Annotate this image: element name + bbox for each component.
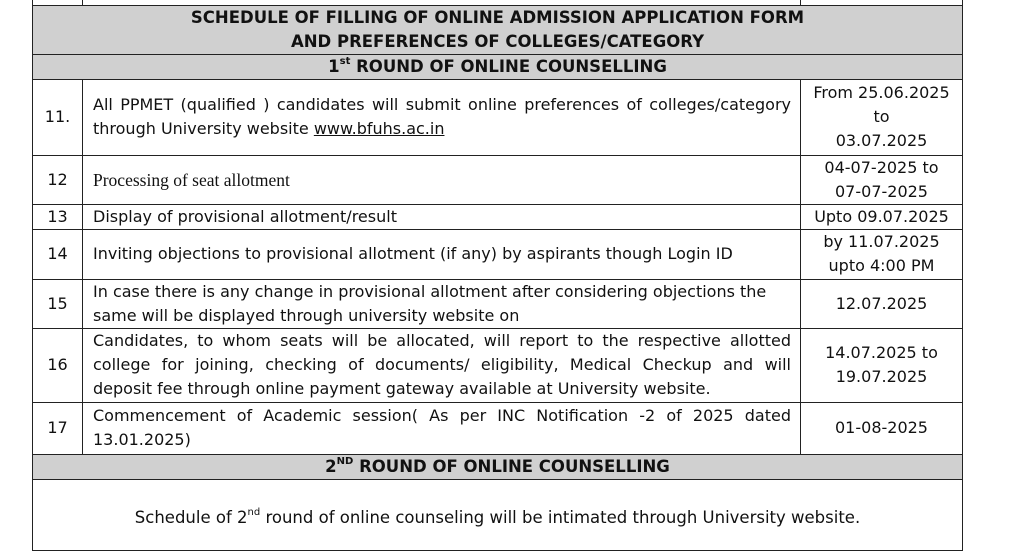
schedule-title — [33, 5, 963, 54]
row-date — [801, 79, 963, 155]
row-date — [801, 402, 963, 454]
round1-number: 1 — [328, 56, 340, 76]
schedule-document — [32, 0, 962, 551]
row-description — [83, 79, 801, 155]
row-number: 13 — [33, 204, 83, 229]
round1-heading — [33, 54, 963, 79]
row-description: Commencement of Academic session( As per INC Notification -2 of 2025 dated 13.01.2025) — [83, 402, 801, 454]
row-date-line2: to — [873, 107, 890, 126]
row-date-line2: 19.07.2025 — [835, 367, 928, 386]
row-number: 12 — [33, 155, 83, 204]
row-description: Display of provisional allotment/result — [83, 204, 801, 229]
round2-heading-row — [33, 454, 963, 479]
row-number: 17 — [33, 402, 83, 454]
round2-note-row — [33, 479, 963, 550]
row-date-line1: 04-07-2025 to — [824, 157, 939, 177]
row-description-text: All PPMET (qualified ) candidates will submit online preferences of colleges/category through University website — [93, 95, 791, 138]
round2-number: 2 — [325, 456, 337, 476]
round2-note — [33, 479, 963, 550]
row-number: 14 — [33, 229, 83, 279]
row-description: Inviting objections to provisional allotment (if any) by aspirants though Login ID — [83, 229, 801, 279]
round2-label: ROUND OF ONLINE COUNSELLING — [353, 456, 670, 476]
table-row — [33, 79, 963, 155]
round1-label: ROUND OF ONLINE COUNSELLING — [350, 56, 667, 76]
row-date-line1: 12.07.2025 — [835, 293, 928, 313]
row-description: In case there is any change in provisional allotment after considering objections the same will be displayed through university website on — [83, 279, 801, 328]
row-number: 15 — [33, 279, 83, 328]
row-number: 16 — [33, 328, 83, 402]
university-website-link[interactable]: www.bfuhs.ac.in — [313, 119, 445, 138]
row-date-line1: 01-08-2025 — [835, 418, 928, 437]
round2-note-text-end: round of online counseling will be intimated through University website. — [260, 507, 861, 527]
row-date-line1: Upto 09.07.2025 — [814, 206, 949, 226]
schedule-title-line2: AND PREFERENCES OF COLLEGES/CATEGORY — [290, 31, 705, 51]
round2-superscript: ND — [336, 455, 354, 467]
table-row — [33, 229, 963, 279]
row-date — [801, 204, 963, 229]
table-row — [33, 328, 963, 402]
table-row — [33, 204, 963, 229]
table-row — [33, 155, 963, 204]
row-date-line1: 14.07.2025 to — [825, 343, 938, 362]
schedule-title-row — [33, 5, 963, 54]
row-date — [801, 328, 963, 402]
schedule-table — [32, 0, 963, 551]
row-date-line2: upto 4:00 PM — [828, 256, 935, 275]
round1-superscript: st — [339, 55, 351, 67]
row-date-line3: 03.07.2025 — [835, 131, 928, 150]
round2-heading — [33, 454, 963, 479]
round2-note-superscript: nd — [247, 506, 261, 518]
row-description: Processing of seat allotment — [83, 155, 801, 204]
row-date — [801, 229, 963, 279]
row-date-line1: by 11.07.2025 — [823, 232, 940, 251]
table-row — [33, 402, 963, 454]
row-number: 11. — [33, 79, 83, 155]
row-date — [801, 279, 963, 328]
table-row — [33, 279, 963, 328]
row-date-line2: 07-07-2025 — [835, 181, 928, 201]
round2-note-text-start: Schedule of 2 — [134, 507, 248, 527]
schedule-title-line1: SCHEDULE OF FILLING OF ONLINE ADMISSION APPLICATION FORM — [190, 7, 805, 27]
row-description: Candidates, to whom seats will be allocated, will report to the respective allotted college for joining, checking of documents/ eligibility, Medical Checkup and will deposit fee through online payment gateway available at University website. — [83, 328, 801, 402]
row-date — [801, 155, 963, 204]
round1-heading-row — [33, 54, 963, 79]
row-date-line1: From 25.06.2025 — [813, 83, 950, 102]
